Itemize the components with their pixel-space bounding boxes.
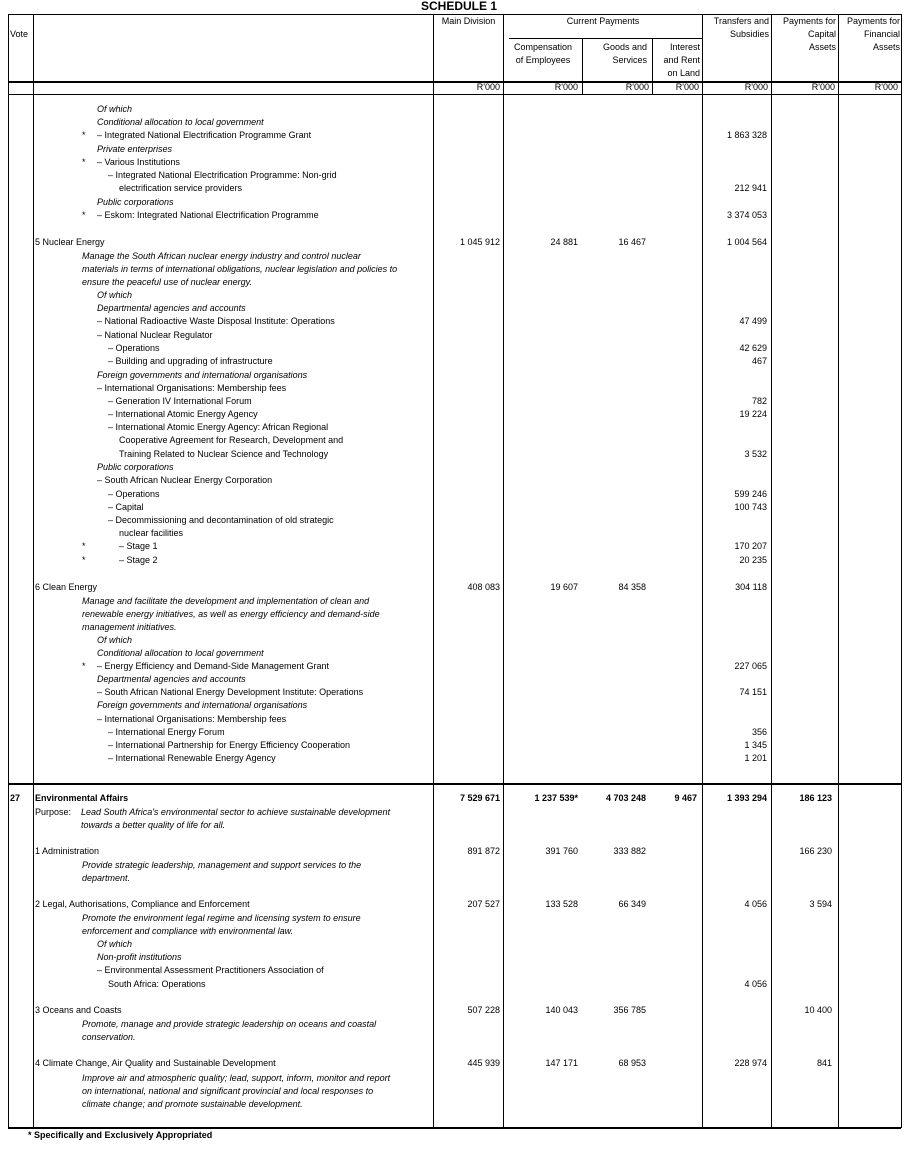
row-label: Foreign governments and international organisations bbox=[97, 700, 308, 710]
unit-goods: R'000 bbox=[625, 82, 649, 92]
row-label: – International Atomic Energy Agency: African Regional bbox=[108, 422, 329, 432]
interest-header-line2: and Rent bbox=[663, 55, 700, 65]
row-label: 3 Oceans and Coasts bbox=[35, 1005, 122, 1015]
row-label: climate change; and promote sustainable development. bbox=[82, 1099, 303, 1109]
row-label: – Stage 2 bbox=[119, 555, 158, 565]
vote-number: 27 bbox=[10, 793, 21, 803]
interest-header: Interest bbox=[669, 42, 700, 52]
row-label: Departmental agencies and accounts bbox=[97, 303, 246, 313]
cell-transfers: 304 118 bbox=[735, 582, 767, 592]
row-label: Purpose: bbox=[35, 807, 72, 817]
row-label: – International Atomic Energy Agency bbox=[108, 409, 258, 419]
row-label: – South African National Energy Development Institute: Operations bbox=[97, 687, 364, 697]
unit-transfers: R'000 bbox=[744, 82, 768, 92]
cell-comp: 147 171 bbox=[545, 1058, 578, 1068]
row-label: Of which bbox=[97, 104, 133, 114]
row-label: 1 Administration bbox=[35, 846, 100, 856]
row-label: Manage and facilitate the development and implementation of clean and bbox=[82, 596, 370, 606]
row-label: on international, national and significant provincial and local responses to bbox=[82, 1086, 374, 1096]
cell-transfers: 1 345 bbox=[744, 740, 767, 750]
row-label: – International Energy Forum bbox=[108, 727, 225, 737]
row-label: electrification service providers bbox=[119, 183, 243, 193]
cell-interest: 9 467 bbox=[674, 793, 697, 803]
transfers-header: Transfers and bbox=[713, 16, 769, 26]
transfers-header-line2: Subsidies bbox=[729, 29, 769, 39]
financial-header: Payments for bbox=[846, 16, 900, 26]
cell-transfers: 1 393 294 bbox=[726, 793, 767, 803]
cell-transfers: 4 056 bbox=[744, 899, 767, 909]
row-label: – Eskom: Integrated National Electrification Programme bbox=[97, 210, 319, 220]
row-label: Lead South Africa's environmental sector to achieve sustainable development bbox=[81, 807, 391, 817]
row-label: – National Radioactive Waste Disposal Institute: Operations bbox=[97, 316, 335, 326]
cell-comp: 391 760 bbox=[545, 846, 578, 856]
appropriation-star-marker: * bbox=[82, 210, 86, 220]
row-label: Provide strategic leadership, management and support services to the bbox=[82, 860, 362, 870]
main-division-header: Main Division bbox=[441, 16, 496, 26]
row-label: South Africa: Operations bbox=[108, 979, 206, 989]
row-label: Manage the South African nuclear energy industry and control nuclear bbox=[82, 251, 361, 261]
cell-transfers: 47 499 bbox=[739, 316, 767, 326]
cell-comp: 24 881 bbox=[550, 237, 578, 247]
cell-goods: 333 882 bbox=[613, 846, 646, 856]
row-label: – Integrated National Electrification Programme: Non-grid bbox=[108, 170, 337, 180]
row-label: Promote, manage and provide strategic leadership on oceans and coastal bbox=[82, 1019, 377, 1029]
cell-goods: 84 358 bbox=[618, 582, 646, 592]
appropriation-star-marker: * bbox=[82, 555, 86, 565]
row-label: – National Nuclear Regulator bbox=[97, 330, 213, 340]
interest-header-line3: on Land bbox=[667, 68, 700, 78]
cell-capital: 3 594 bbox=[809, 899, 832, 909]
row-label: conservation. bbox=[82, 1032, 136, 1042]
cell-transfers: 1 004 564 bbox=[726, 237, 767, 247]
cell-transfers: 227 065 bbox=[734, 661, 767, 671]
capital-header-line3: Assets bbox=[808, 42, 836, 52]
cell-main: 207 527 bbox=[467, 899, 500, 909]
row-label: – Stage 1 bbox=[119, 541, 158, 551]
row-label: Conditional allocation to local government bbox=[97, 117, 264, 127]
unit-capital: R'000 bbox=[811, 82, 835, 92]
goods-header: Goods and bbox=[602, 42, 647, 52]
row-label: Non-profit institutions bbox=[97, 952, 182, 962]
row-label: – International Organisations: Membership fees bbox=[97, 383, 287, 393]
cell-goods: 66 349 bbox=[618, 899, 646, 909]
row-label: Of which bbox=[97, 939, 133, 949]
page-title: SCHEDULE 1 bbox=[420, 0, 497, 13]
row-label: Public corporations bbox=[97, 197, 174, 207]
row-label: materials in terms of international obligations, nuclear legislation and policies to bbox=[82, 264, 398, 274]
row-label: – Integrated National Electrification Programme Grant bbox=[97, 130, 312, 140]
unit-comp: R'000 bbox=[554, 82, 578, 92]
row-label: 2 Legal, Authorisations, Compliance and Enforcement bbox=[35, 899, 250, 909]
cell-transfers: 467 bbox=[751, 356, 767, 366]
cell-transfers: 42 629 bbox=[739, 343, 767, 353]
row-label: – Generation IV International Forum bbox=[108, 396, 252, 406]
compensation-header-line2: of Employees bbox=[515, 55, 571, 65]
cell-transfers: 228 974 bbox=[734, 1058, 767, 1068]
row-label: Promote the environment legal regime and licensing system to ensure bbox=[82, 913, 361, 923]
row-label: – International Partnership for Energy Efficiency Cooperation bbox=[108, 740, 350, 750]
appropriation-star-marker: * bbox=[82, 661, 86, 671]
row-label: management initiatives. bbox=[82, 622, 177, 632]
footnote: * Specifically and Exclusively Appropriated bbox=[28, 1130, 213, 1140]
appropriation-star-marker: * bbox=[82, 541, 86, 551]
cell-transfers: 4 056 bbox=[744, 979, 767, 989]
cell-goods: 356 785 bbox=[613, 1005, 646, 1015]
current-payments-header: Current Payments bbox=[566, 16, 640, 26]
cell-transfers: 212 941 bbox=[734, 183, 767, 193]
row-label: – Building and upgrading of infrastructure bbox=[108, 356, 273, 366]
cell-transfers: 599 246 bbox=[734, 489, 767, 499]
row-label: Of which bbox=[97, 635, 133, 645]
cell-goods: 16 467 bbox=[618, 237, 646, 247]
cell-main: 891 872 bbox=[467, 846, 500, 856]
row-label: – Capital bbox=[108, 502, 144, 512]
row-label: ensure the peaceful use of nuclear energy. bbox=[82, 277, 252, 287]
row-label: Departmental agencies and accounts bbox=[97, 674, 246, 684]
financial-header-line3: Assets bbox=[872, 42, 900, 52]
row-label: Improve air and atmospheric quality; lead, support, inform, monitor and report bbox=[82, 1073, 391, 1083]
cell-main: 445 939 bbox=[467, 1058, 500, 1068]
cell-main: 408 083 bbox=[467, 582, 500, 592]
row-label: department. bbox=[82, 873, 131, 883]
row-label: 5 Nuclear Energy bbox=[35, 237, 105, 247]
row-label: 6 Clean Energy bbox=[35, 582, 98, 592]
cell-transfers: 356 bbox=[751, 727, 767, 737]
row-label: Of which bbox=[97, 290, 133, 300]
cell-transfers: 1 863 328 bbox=[726, 130, 767, 140]
cell-capital: 841 bbox=[816, 1058, 832, 1068]
row-label: renewable energy initiatives, as well as energy efficiency and demand-side bbox=[82, 609, 380, 619]
cell-comp: 1 237 539* bbox=[534, 793, 578, 803]
cell-transfers: 3 374 053 bbox=[726, 210, 767, 220]
cell-goods: 68 953 bbox=[618, 1058, 646, 1068]
row-label: – Operations bbox=[108, 343, 160, 353]
cell-comp: 140 043 bbox=[545, 1005, 578, 1015]
unit-interest: R'000 bbox=[675, 82, 699, 92]
row-label: – International Organisations: Membership fees bbox=[97, 714, 287, 724]
row-label: nuclear facilities bbox=[119, 528, 184, 538]
appropriation-star-marker: * bbox=[82, 157, 86, 167]
cell-transfers: 100 743 bbox=[734, 502, 767, 512]
cell-transfers: 1 201 bbox=[744, 753, 767, 763]
row-label: – Various Institutions bbox=[97, 157, 180, 167]
row-label: Public corporations bbox=[97, 462, 174, 472]
financial-header-line2: Financial bbox=[863, 29, 900, 39]
row-label: Foreign governments and international organisations bbox=[97, 370, 308, 380]
appropriation-star-marker: * bbox=[82, 130, 86, 140]
cell-capital: 186 123 bbox=[799, 793, 832, 803]
cell-capital: 166 230 bbox=[799, 846, 832, 856]
goods-header-line2: Services bbox=[612, 55, 647, 65]
cell-main: 1 045 912 bbox=[459, 237, 500, 247]
row-label: Training Related to Nuclear Science and Technology bbox=[119, 449, 329, 459]
row-label: Conditional allocation to local government bbox=[97, 648, 264, 658]
row-label: enforcement and compliance with environmental law. bbox=[82, 926, 294, 936]
capital-header-line2: Capital bbox=[807, 29, 836, 39]
row-label: – International Renewable Energy Agency bbox=[108, 753, 276, 763]
row-label: – Operations bbox=[108, 489, 160, 499]
cell-main: 507 228 bbox=[467, 1005, 500, 1015]
row-label: towards a better quality of life for all. bbox=[81, 820, 226, 830]
cell-capital: 10 400 bbox=[804, 1005, 832, 1015]
vote-header: Vote bbox=[10, 29, 29, 39]
cell-comp: 19 607 bbox=[550, 582, 578, 592]
cell-transfers: 20 235 bbox=[739, 555, 767, 565]
row-label: 4 Climate Change, Air Quality and Sustainable Development bbox=[35, 1058, 276, 1068]
unit-financial: R'000 bbox=[874, 82, 898, 92]
row-label: Cooperative Agreement for Research, Development and bbox=[119, 435, 344, 445]
cell-main: 7 529 671 bbox=[459, 793, 500, 803]
row-label: – Environmental Assessment Practitioners Association of bbox=[97, 965, 324, 975]
capital-header: Payments for bbox=[782, 16, 836, 26]
cell-transfers: 74 151 bbox=[739, 687, 767, 697]
compensation-header: Compensation bbox=[513, 42, 573, 52]
cell-transfers: 782 bbox=[751, 396, 767, 406]
row-label: Environmental Affairs bbox=[35, 793, 129, 803]
cell-transfers: 19 224 bbox=[739, 409, 767, 419]
row-label: Private enterprises bbox=[97, 144, 173, 154]
row-label: – Energy Efficiency and Demand-Side Management Grant bbox=[97, 661, 329, 671]
cell-transfers: 3 532 bbox=[744, 449, 767, 459]
cell-goods: 4 703 248 bbox=[605, 793, 646, 803]
cell-comp: 133 528 bbox=[545, 899, 578, 909]
unit-main: R'000 bbox=[476, 82, 500, 92]
row-label: – South African Nuclear Energy Corporation bbox=[97, 475, 273, 485]
cell-transfers: 170 207 bbox=[734, 541, 767, 551]
row-label: – Decommissioning and decontamination of old strategic bbox=[108, 515, 334, 525]
